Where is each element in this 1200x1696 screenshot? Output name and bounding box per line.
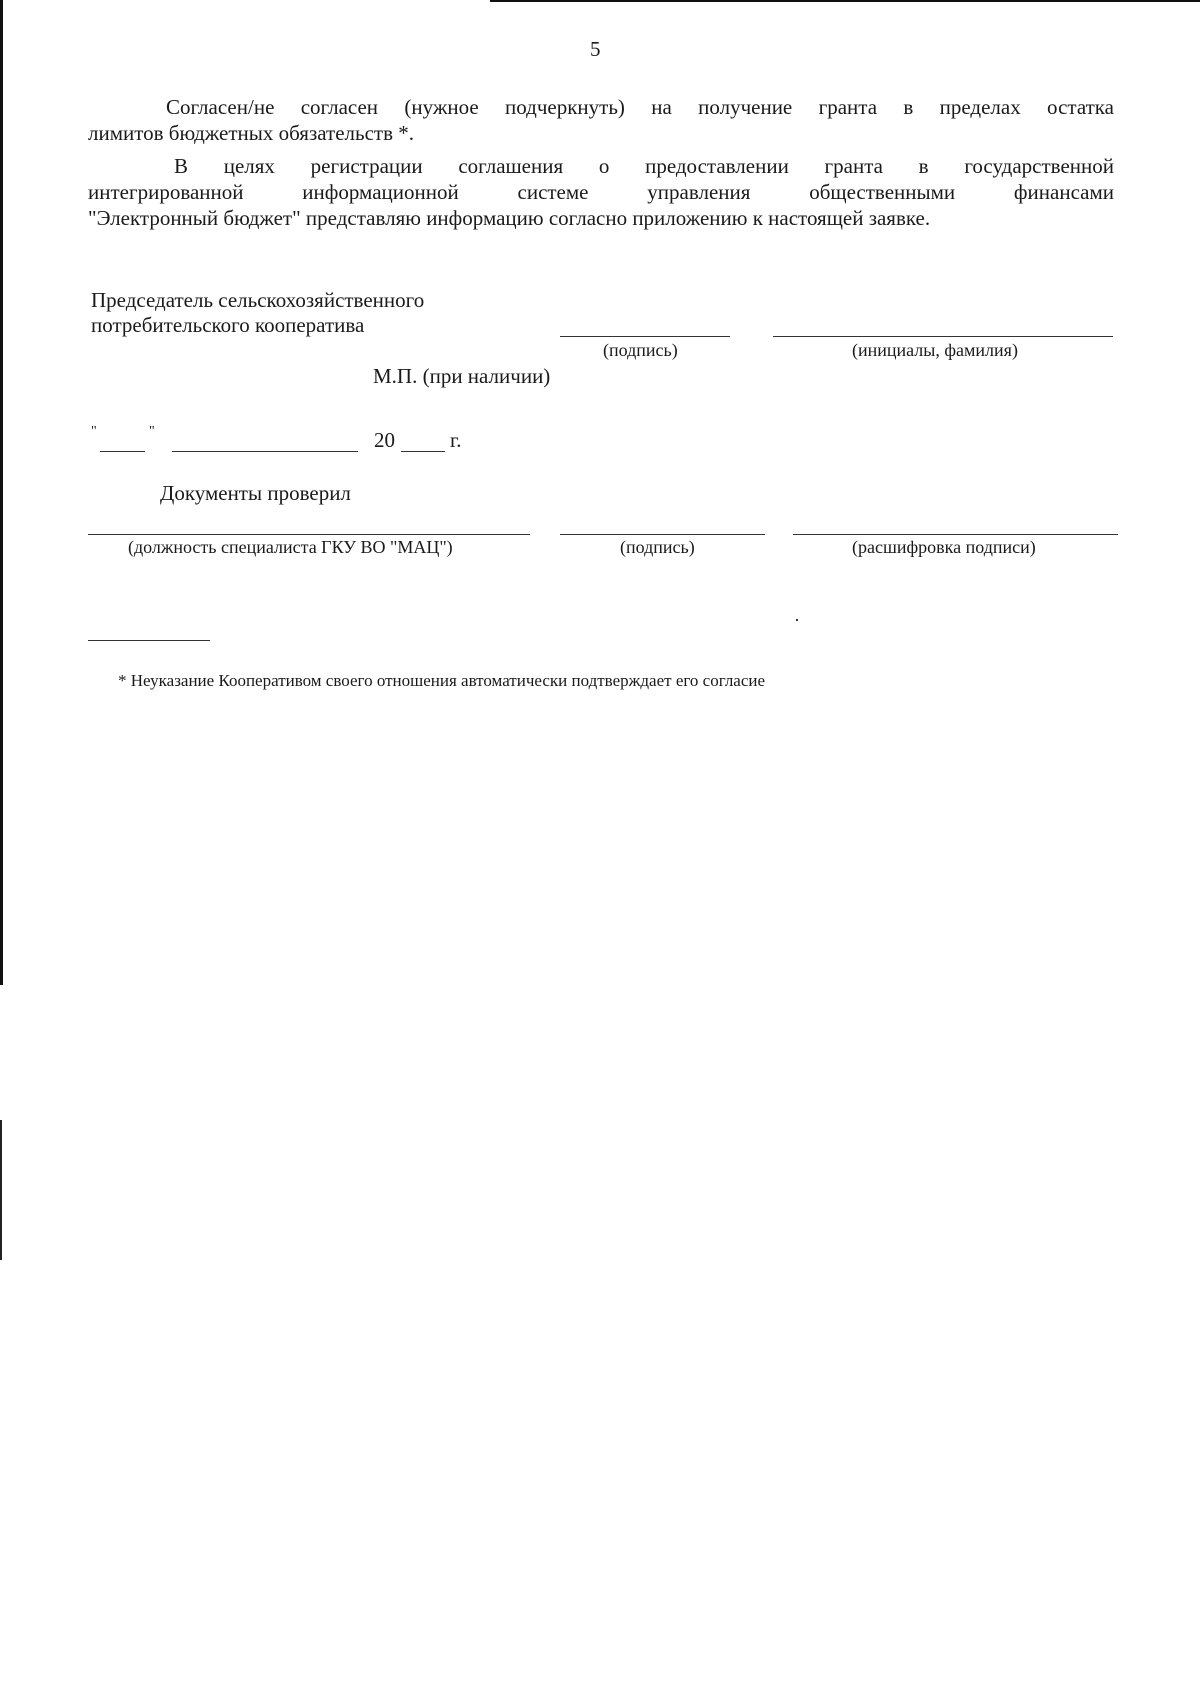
- consent-paragraph: [88, 94, 1114, 146]
- checker-decoding-hint: (расшифровка подписи): [852, 537, 1036, 557]
- consent-paragraph-line-1: Согласен/не согласен (нужное подчеркнуть) на получение гранта в пределах остатка: [166, 95, 1114, 119]
- chairman-name-hint: (инициалы, фамилия): [852, 340, 1018, 360]
- checker-decoding-line: [793, 534, 1118, 535]
- chairman-title-line-2: потребительского кооператива: [91, 313, 365, 337]
- date-year-line: [401, 451, 445, 452]
- consent-paragraph-line-2: лимитов бюджетных обязательств *.: [88, 121, 414, 145]
- scan-speck: [796, 619, 798, 621]
- footnote-text: * Неуказание Кооперативом своего отношения автоматически подтверждает его согласие: [118, 671, 766, 690]
- checker-signature-line: [560, 534, 765, 535]
- registration-paragraph-line-3: "Электронный бюджет" представляю информацию согласно приложению к настоящей заявке.: [88, 206, 931, 230]
- checker-position-hint: (должность специалиста ГКУ ВО "МАЦ"): [128, 537, 453, 557]
- date-year-prefix: 20: [374, 428, 395, 452]
- date-month-line: [172, 451, 358, 452]
- date-open-quote: ": [91, 424, 97, 439]
- registration-paragraph: [88, 153, 1114, 231]
- scan-artifact-left-edge: [0, 0, 3, 985]
- chairman-signature-hint: (подпись): [603, 340, 678, 360]
- date-day-line: [100, 451, 145, 452]
- scan-artifact-top-line: [490, 0, 1200, 2]
- checker-signature-hint: (подпись): [620, 537, 695, 557]
- chairman-title-line-1: Председатель сельскохозяйственного: [91, 288, 425, 312]
- registration-paragraph-line-2: интегрированной информационной системе управления общественными финансами: [88, 180, 1114, 204]
- chairman-name-line: [773, 336, 1113, 337]
- scan-artifact-left-edge-lower: [0, 1120, 2, 1260]
- checker-title: Документы проверил: [160, 481, 351, 505]
- date-year-suffix: г.: [450, 428, 462, 452]
- checker-position-line: [88, 534, 530, 535]
- stamp-placeholder: М.П. (при наличии): [373, 364, 551, 388]
- date-close-quote: ": [149, 424, 155, 439]
- chairman-signature-line: [560, 336, 730, 337]
- page-number: 5: [590, 37, 601, 61]
- registration-paragraph-line-1: В целях регистрации соглашения о предоставлении гранта в государственной: [174, 154, 1114, 178]
- footnote-separator: [88, 640, 210, 641]
